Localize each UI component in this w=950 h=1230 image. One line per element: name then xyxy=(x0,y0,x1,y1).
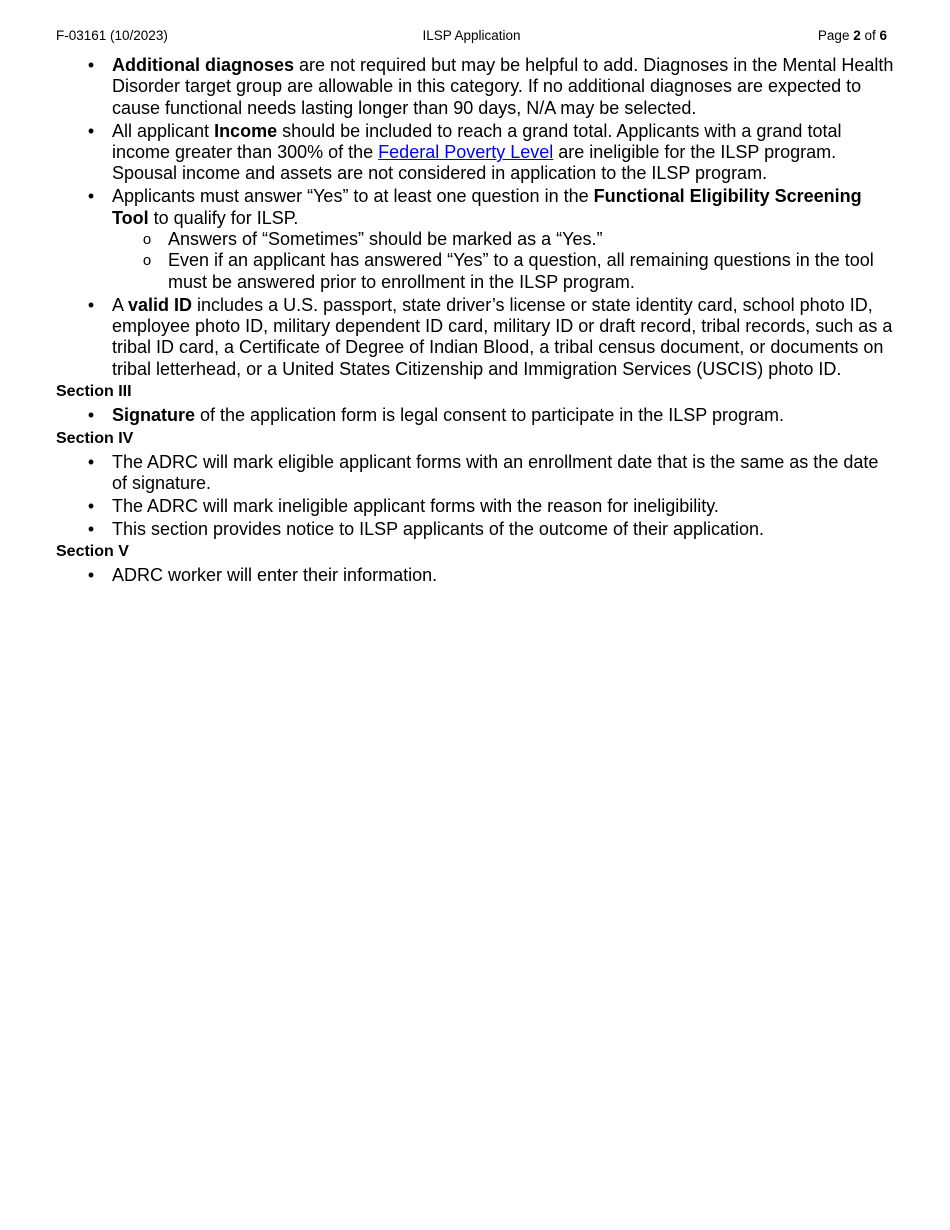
bullet-icon: • xyxy=(87,55,95,75)
page-of: of xyxy=(860,28,880,43)
total-pages: 6 xyxy=(879,28,887,43)
federal-poverty-level-link[interactable]: Federal Poverty Level xyxy=(378,142,554,163)
term-fest: Functional Eligibility Screening Tool xyxy=(112,186,862,228)
text-income-pre: All applicant xyxy=(112,120,215,141)
term-additional-diagnoses: Additional diagnoses xyxy=(112,55,295,75)
text-remaining-questions: Even if an applicant has answered “Yes” to a question, all remaining questions in the tool must be answered prior to enrollment in the ILSP program. xyxy=(168,250,874,292)
section-iii-title: Section III xyxy=(56,383,132,401)
text-sometimes: Answers of “Sometimes” should be marked as a “Yes.” xyxy=(168,229,603,250)
bullet-icon: • xyxy=(87,186,95,207)
term-income: Income xyxy=(214,120,278,141)
text-fest-pre: Applicants must answer “Yes” to at least one question in the xyxy=(112,186,594,207)
bullet-additional-diagnoses xyxy=(87,55,894,119)
bullet-icon: • xyxy=(87,294,95,315)
sub-bullet-sometimes xyxy=(142,229,894,250)
bullet-functional-eligibility xyxy=(87,186,894,293)
circle-bullet-icon: o xyxy=(142,252,152,270)
bullet-icon: • xyxy=(87,405,95,426)
bullet-income xyxy=(87,120,894,185)
bullet-ineligible-forms xyxy=(87,495,894,517)
bullet-signature xyxy=(87,405,894,426)
text-ineligible-forms: The ADRC will mark ineligible applicant forms with the reason for ineligibility. xyxy=(112,495,719,516)
text-signature: of the application form is legal consent to participate in the ILSP program. xyxy=(195,405,785,426)
section-iii-bullets xyxy=(56,405,894,426)
page-header xyxy=(56,27,887,45)
text-adrc-worker: ADRC worker will enter their information. xyxy=(112,565,438,586)
text-income-mid: should be included to reach a grand total. Applicants with a grand total income greater than 300% of the xyxy=(112,120,842,163)
text-income-post: are ineligible for the ILSP program. Spousal income and assets are not considered in application to the ILSP program. xyxy=(112,142,837,184)
text-valid-id-pre: A xyxy=(112,294,129,315)
bullet-icon: • xyxy=(87,451,95,472)
bullet-valid-id xyxy=(87,294,894,381)
fest-sub-bullets xyxy=(112,229,894,293)
bullet-notice xyxy=(87,518,894,540)
text-fest-post: to qualify for ILSP. xyxy=(148,207,299,228)
section-v-title: Section V xyxy=(56,543,129,561)
section-ii-bullets xyxy=(56,55,894,380)
text-additional-diagnoses: are not required but may be helpful to add. Diagnoses in the Mental Health Disorder target group are allowable in this category. If no additional diagnoses are expected to cause functional needs lasting longer than 90 days, N/A may be selected. xyxy=(112,55,894,118)
page-content xyxy=(56,55,894,588)
sub-bullet-remaining-questions xyxy=(142,250,894,293)
section-iv-title: Section IV xyxy=(56,429,134,447)
page-number xyxy=(818,27,887,45)
term-valid-id: valid ID xyxy=(128,294,193,315)
bullet-adrc-worker xyxy=(87,565,894,586)
bullet-eligible-forms xyxy=(87,451,894,495)
text-valid-id-post: includes a U.S. passport, state driver’s license or state identity card, school photo ID, employee photo ID, military dependent ID card, military ID or draft record, tribal records, such as a tribal ID card, a Certificate of Degree of Indian Blood, a tribal census document, or documents on tribal letterhead, or a United States Citizenship and Immigration Services (USCIS) photo ID. xyxy=(112,294,893,379)
bullet-icon: • xyxy=(87,120,95,141)
form-id: F-03161 (10/2023) xyxy=(56,28,168,43)
circle-bullet-icon: o xyxy=(142,231,152,249)
page-prefix: Page xyxy=(817,28,854,43)
current-page: 2 xyxy=(853,28,861,43)
bullet-icon: • xyxy=(87,495,95,516)
bullet-icon: • xyxy=(87,565,95,586)
section-v-bullets xyxy=(56,565,894,586)
text-notice: This section provides notice to ILSP applicants of the outcome of their application. xyxy=(112,518,765,539)
section-iv-bullets xyxy=(56,452,894,540)
document-title: ILSP Application xyxy=(422,28,521,43)
term-signature: Signature xyxy=(112,405,196,426)
text-eligible-forms: The ADRC will mark eligible applicant forms with an enrollment date that is the same as the date of signature. xyxy=(112,451,879,494)
bullet-icon: • xyxy=(87,518,95,539)
